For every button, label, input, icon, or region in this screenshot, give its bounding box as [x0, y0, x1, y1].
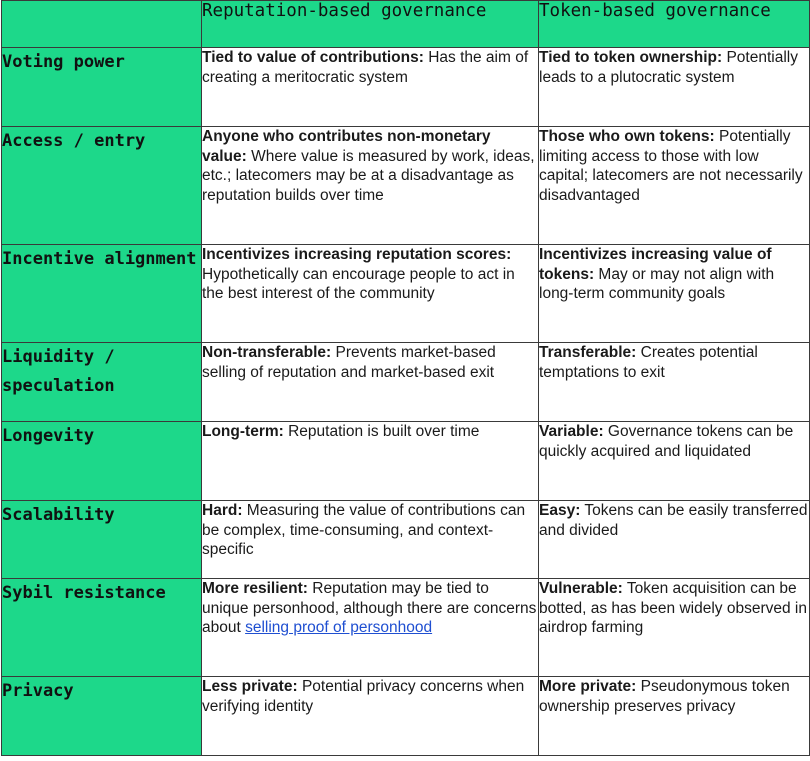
- cell-text: Potential privacy concerns when verifying identity: [202, 678, 525, 715]
- cell-text: Prevents market-based selling of reputation and market-based exit: [202, 344, 496, 381]
- cell-bold-lead: Hard:: [202, 502, 243, 519]
- table-row: [2, 422, 810, 501]
- reputation-cell: [202, 677, 539, 756]
- token-cell: [539, 343, 810, 422]
- token-cell: [539, 677, 810, 756]
- table-row: [2, 127, 810, 245]
- header-corner-cell: [2, 1, 202, 48]
- cell-bold-lead: Incentivizes increasing reputation scores:: [202, 246, 512, 263]
- table-row: [2, 579, 810, 677]
- row-label-scalability: Scalability: [2, 501, 202, 579]
- cell-text: Potentially limiting access to those with low capital; latecomers are not necessarily disadvantaged: [539, 128, 803, 204]
- header-reputation-based: Reputation-based governance: [202, 1, 539, 48]
- cell-text: Where value is measured by work, ideas, etc.; latecomers may be at a disadvantage as reputation builds over time: [202, 147, 535, 204]
- cell-bold-lead: Non-transferable:: [202, 344, 332, 361]
- row-label-incentive-alignment: Incentive alignment: [2, 245, 202, 343]
- table-row: [2, 677, 810, 756]
- reputation-cell: [202, 501, 539, 579]
- cell-bold-lead: Vulnerable:: [539, 580, 623, 597]
- row-label-access-entry: Access / entry: [2, 127, 202, 245]
- cell-bold-lead: Transferable:: [539, 344, 637, 361]
- selling-proof-of-personhood-link[interactable]: selling proof of personhood: [245, 619, 433, 637]
- table-header-row: [2, 1, 810, 48]
- token-cell: [539, 127, 810, 245]
- reputation-cell: [202, 579, 539, 677]
- cell-text: Token acquisition can be botted, as has been widely observed in airdrop farming: [539, 580, 807, 637]
- cell-text: Governance tokens can be quickly acquired and liquidated: [539, 423, 794, 460]
- token-cell: [539, 48, 810, 127]
- table-row: [2, 245, 810, 343]
- table-row: [2, 343, 810, 422]
- header-token-based: Token-based governance: [539, 1, 810, 48]
- reputation-cell: [202, 48, 539, 127]
- reputation-cell: [202, 422, 539, 501]
- token-cell: [539, 422, 810, 501]
- cell-text: Potentially leads to a plutocratic system: [539, 49, 798, 86]
- cell-text: Measuring the value of contributions can be complex, time-consuming, and context-specific: [202, 502, 526, 559]
- cell-bold-lead: Anyone who contributes non-monetary value:: [202, 128, 491, 165]
- token-cell: [539, 579, 810, 677]
- row-label-privacy: Privacy: [2, 677, 202, 756]
- cell-bold-lead: More resilient:: [202, 580, 308, 597]
- cell-text: May or may not align with long-term community goals: [539, 265, 775, 303]
- governance-comparison-table: [1, 0, 810, 756]
- cell-text: Has the aim of creating a meritocratic system: [202, 49, 529, 86]
- table-row: [2, 501, 810, 579]
- row-label-longevity: Longevity: [2, 422, 202, 501]
- cell-bold-lead: Tied to value of contributions:: [202, 49, 424, 66]
- cell-bold-lead: More private:: [539, 678, 637, 695]
- cell-text: Reputation may be tied to unique personhood, although there are concerns about: [202, 580, 537, 637]
- cell-text: Creates potential temptations to exit: [539, 344, 758, 381]
- table-row: [2, 48, 810, 127]
- cell-text: Reputation is built over time: [283, 423, 480, 440]
- reputation-cell: [202, 127, 539, 245]
- cell-bold-lead: Incentivizes increasing value of tokens:: [539, 246, 772, 283]
- row-label-sybil-resistance: Sybil resistance: [2, 579, 202, 677]
- token-cell: [539, 245, 810, 343]
- cell-bold-lead: Those who own tokens:: [539, 128, 715, 145]
- reputation-cell: [202, 245, 539, 343]
- row-label-liquidity-speculation: Liquidity / speculation: [2, 343, 202, 422]
- cell-bold-lead: Variable:: [539, 423, 604, 440]
- cell-text: Tokens can be easily transferred and divided: [539, 502, 808, 539]
- cell-bold-lead: Easy:: [539, 502, 581, 519]
- reputation-cell: [202, 343, 539, 422]
- cell-bold-lead: Tied to token ownership:: [539, 49, 723, 66]
- token-cell: [539, 501, 810, 579]
- row-label-voting-power: Voting power: [2, 48, 202, 127]
- cell-text: Hypothetically can encourage people to act in the best interest of the community: [202, 265, 515, 303]
- cell-bold-lead: Less private:: [202, 678, 298, 695]
- cell-bold-lead: Long-term:: [202, 423, 284, 440]
- cell-text: Pseudonymous token ownership preserves privacy: [539, 678, 790, 715]
